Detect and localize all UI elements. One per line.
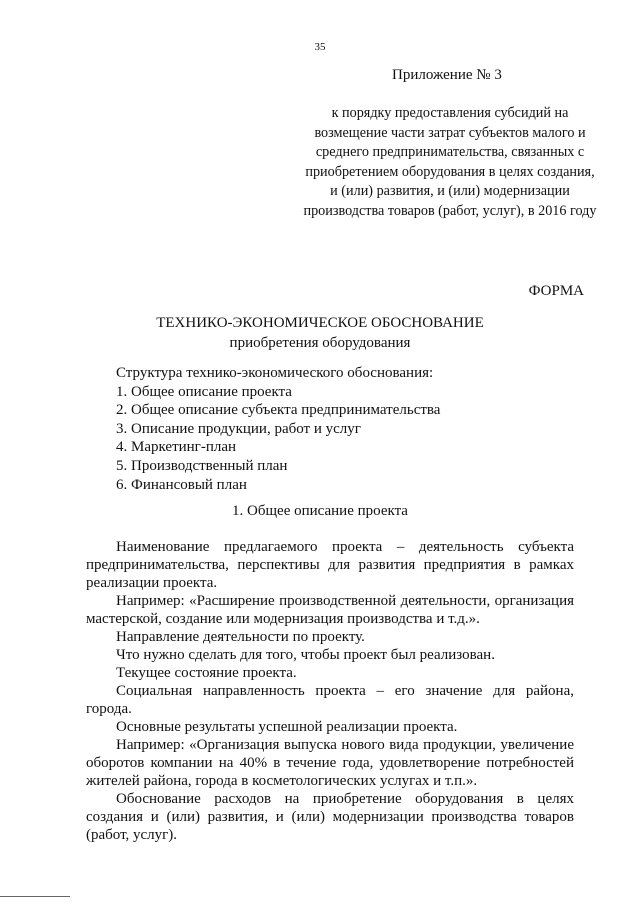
appendix-title: Приложение № 3 bbox=[392, 67, 502, 83]
structure-item: 5. Производственный план bbox=[116, 457, 288, 474]
paragraph: Что нужно сделать для того, чтобы проект был реализован. bbox=[116, 647, 495, 663]
structure-heading: Структура технико-экономического обоснования: bbox=[116, 365, 434, 381]
structure-item: 4. Маркетинг-план bbox=[116, 439, 237, 456]
structure-list bbox=[116, 364, 440, 494]
structure-item: 3. Описание продукции, работ и услуг bbox=[116, 420, 361, 437]
structure-item: 2. Общее описание субъекта предпринимательства bbox=[116, 402, 441, 419]
footer-divider bbox=[0, 896, 70, 897]
paragraph: Основные результаты успешной реализации проекта. bbox=[116, 719, 458, 735]
structure-item: 6. Финансовый план bbox=[116, 476, 247, 493]
section-heading: 1. Общее описание проекта bbox=[232, 503, 408, 519]
document-title-sub: приобретения оборудования bbox=[229, 335, 411, 351]
paragraph: Например: «Организация выпуска нового вида продукции, увеличение оборотов компании на 40% в течение года, удовлетворение потребностей жителей района, города в косметологических услугах и т.п.». bbox=[86, 737, 574, 789]
appendix-subtitle: к порядку предоставления субсидий на возмещение части затрат субъектов малого и среднего предпринимательства, связанных с приобретением оборудования в целях создания, и (или) развития, и (или) модернизации производства товаров (работ, услуг), в 2016 году bbox=[303, 105, 597, 219]
form-label: ФОРМА bbox=[528, 283, 584, 299]
section-body bbox=[86, 538, 574, 844]
structure-item: 1. Общее описание проекта bbox=[116, 383, 292, 400]
paragraph: Направление деятельности по проекту. bbox=[116, 629, 365, 645]
document-title bbox=[0, 313, 640, 353]
page-number: 35 bbox=[314, 41, 326, 53]
document-title-main: ТЕХНИКО-ЭКОНОМИЧЕСКОЕ ОБОСНОВАНИЕ bbox=[156, 315, 484, 331]
paragraph: Обоснование расходов на приобретение оборудования в целях создания и (или) развития, и (или) модернизации производства товаров (работ, услуг). bbox=[86, 791, 574, 843]
paragraph: Текущее состояние проекта. bbox=[116, 665, 297, 681]
paragraph: Социальная направленность проекта – его значение для района, города. bbox=[86, 683, 574, 717]
paragraph: Наименование предлагаемого проекта – деятельность субъекта предпринимательства, перспективы для развития предприятия в рамках реализации проекта. bbox=[86, 539, 574, 591]
paragraph: Например: «Расширение производственной деятельности, организация мастерской, создание или модернизация производства и т.д.». bbox=[86, 593, 574, 627]
